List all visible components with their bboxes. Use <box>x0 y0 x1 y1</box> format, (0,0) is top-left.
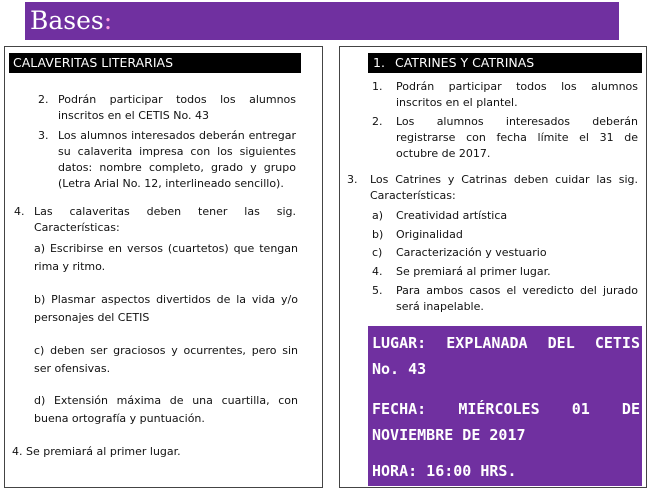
right-item-1: 1. Podrán participar todos los alumnos inscritos en el plantel. <box>372 80 638 109</box>
calaveritas-heading: CALAVERITAS LITERARIAS <box>9 53 301 73</box>
event-info-box <box>368 326 642 486</box>
characteristic-c: c) deben ser graciosos y ocurrentes, pero sin ser ofensivas. <box>34 344 298 375</box>
left-item-4: 4. Las calaveritas deben tener las sig. Características: <box>14 205 296 234</box>
right-subitem-b: b) Originalidad <box>372 228 463 241</box>
title-banner <box>25 2 619 40</box>
catrines-heading: 1. CATRINES Y CATRINAS <box>368 53 642 73</box>
right-item-2: 2. Los alumnos interesados deberán registrarse con fecha límite el 31 de octubre de 2017. <box>372 115 638 160</box>
event-time: HORA: 16:00 HRS. <box>372 462 517 480</box>
left-item-2: 2. Podrán participar todos los alumnos inscritos en el CETIS No. 43 <box>38 93 296 122</box>
left-item-3: 3. Los alumnos interesados deberán entregar su calaverita impresa con los siguientes datos: nombre completo, grado y grupo (Letra Arial No. 12, interlineado sencillo). <box>38 129 296 190</box>
event-location: LUGAR: EXPLANADA DEL CETIS No. 43 <box>372 334 640 378</box>
page-title: Bases: <box>30 6 113 35</box>
right-subitem-a: a) Creatividad artística <box>372 209 508 222</box>
left-footer: 4. Se premiará al primer lugar. <box>12 445 181 458</box>
right-subitem-4: 4. Se premiará al primer lugar. <box>372 265 551 278</box>
right-subitem-c: c) Caracterización y vestuario <box>372 246 547 259</box>
event-date: FECHA: MIÉRCOLES 01 DE NOVIEMBRE DE 2017 <box>372 400 640 444</box>
characteristic-d: d) Extensión máxima de una cuartilla, con buena ortografía y puntuación. <box>34 394 298 425</box>
right-item-3: 3. Los Catrines y Catrinas deben cuidar las sig. Características: <box>347 173 638 202</box>
characteristic-a: a) Escribirse en versos (cuartetos) que tengan rima y ritmo. <box>34 242 298 273</box>
right-subitem-5: 5. Para ambos casos el veredicto del jurado será inapelable. <box>372 284 638 313</box>
characteristic-b: b) Plasmar aspectos divertidos de la vida y/o personajes del CETIS <box>34 293 298 324</box>
